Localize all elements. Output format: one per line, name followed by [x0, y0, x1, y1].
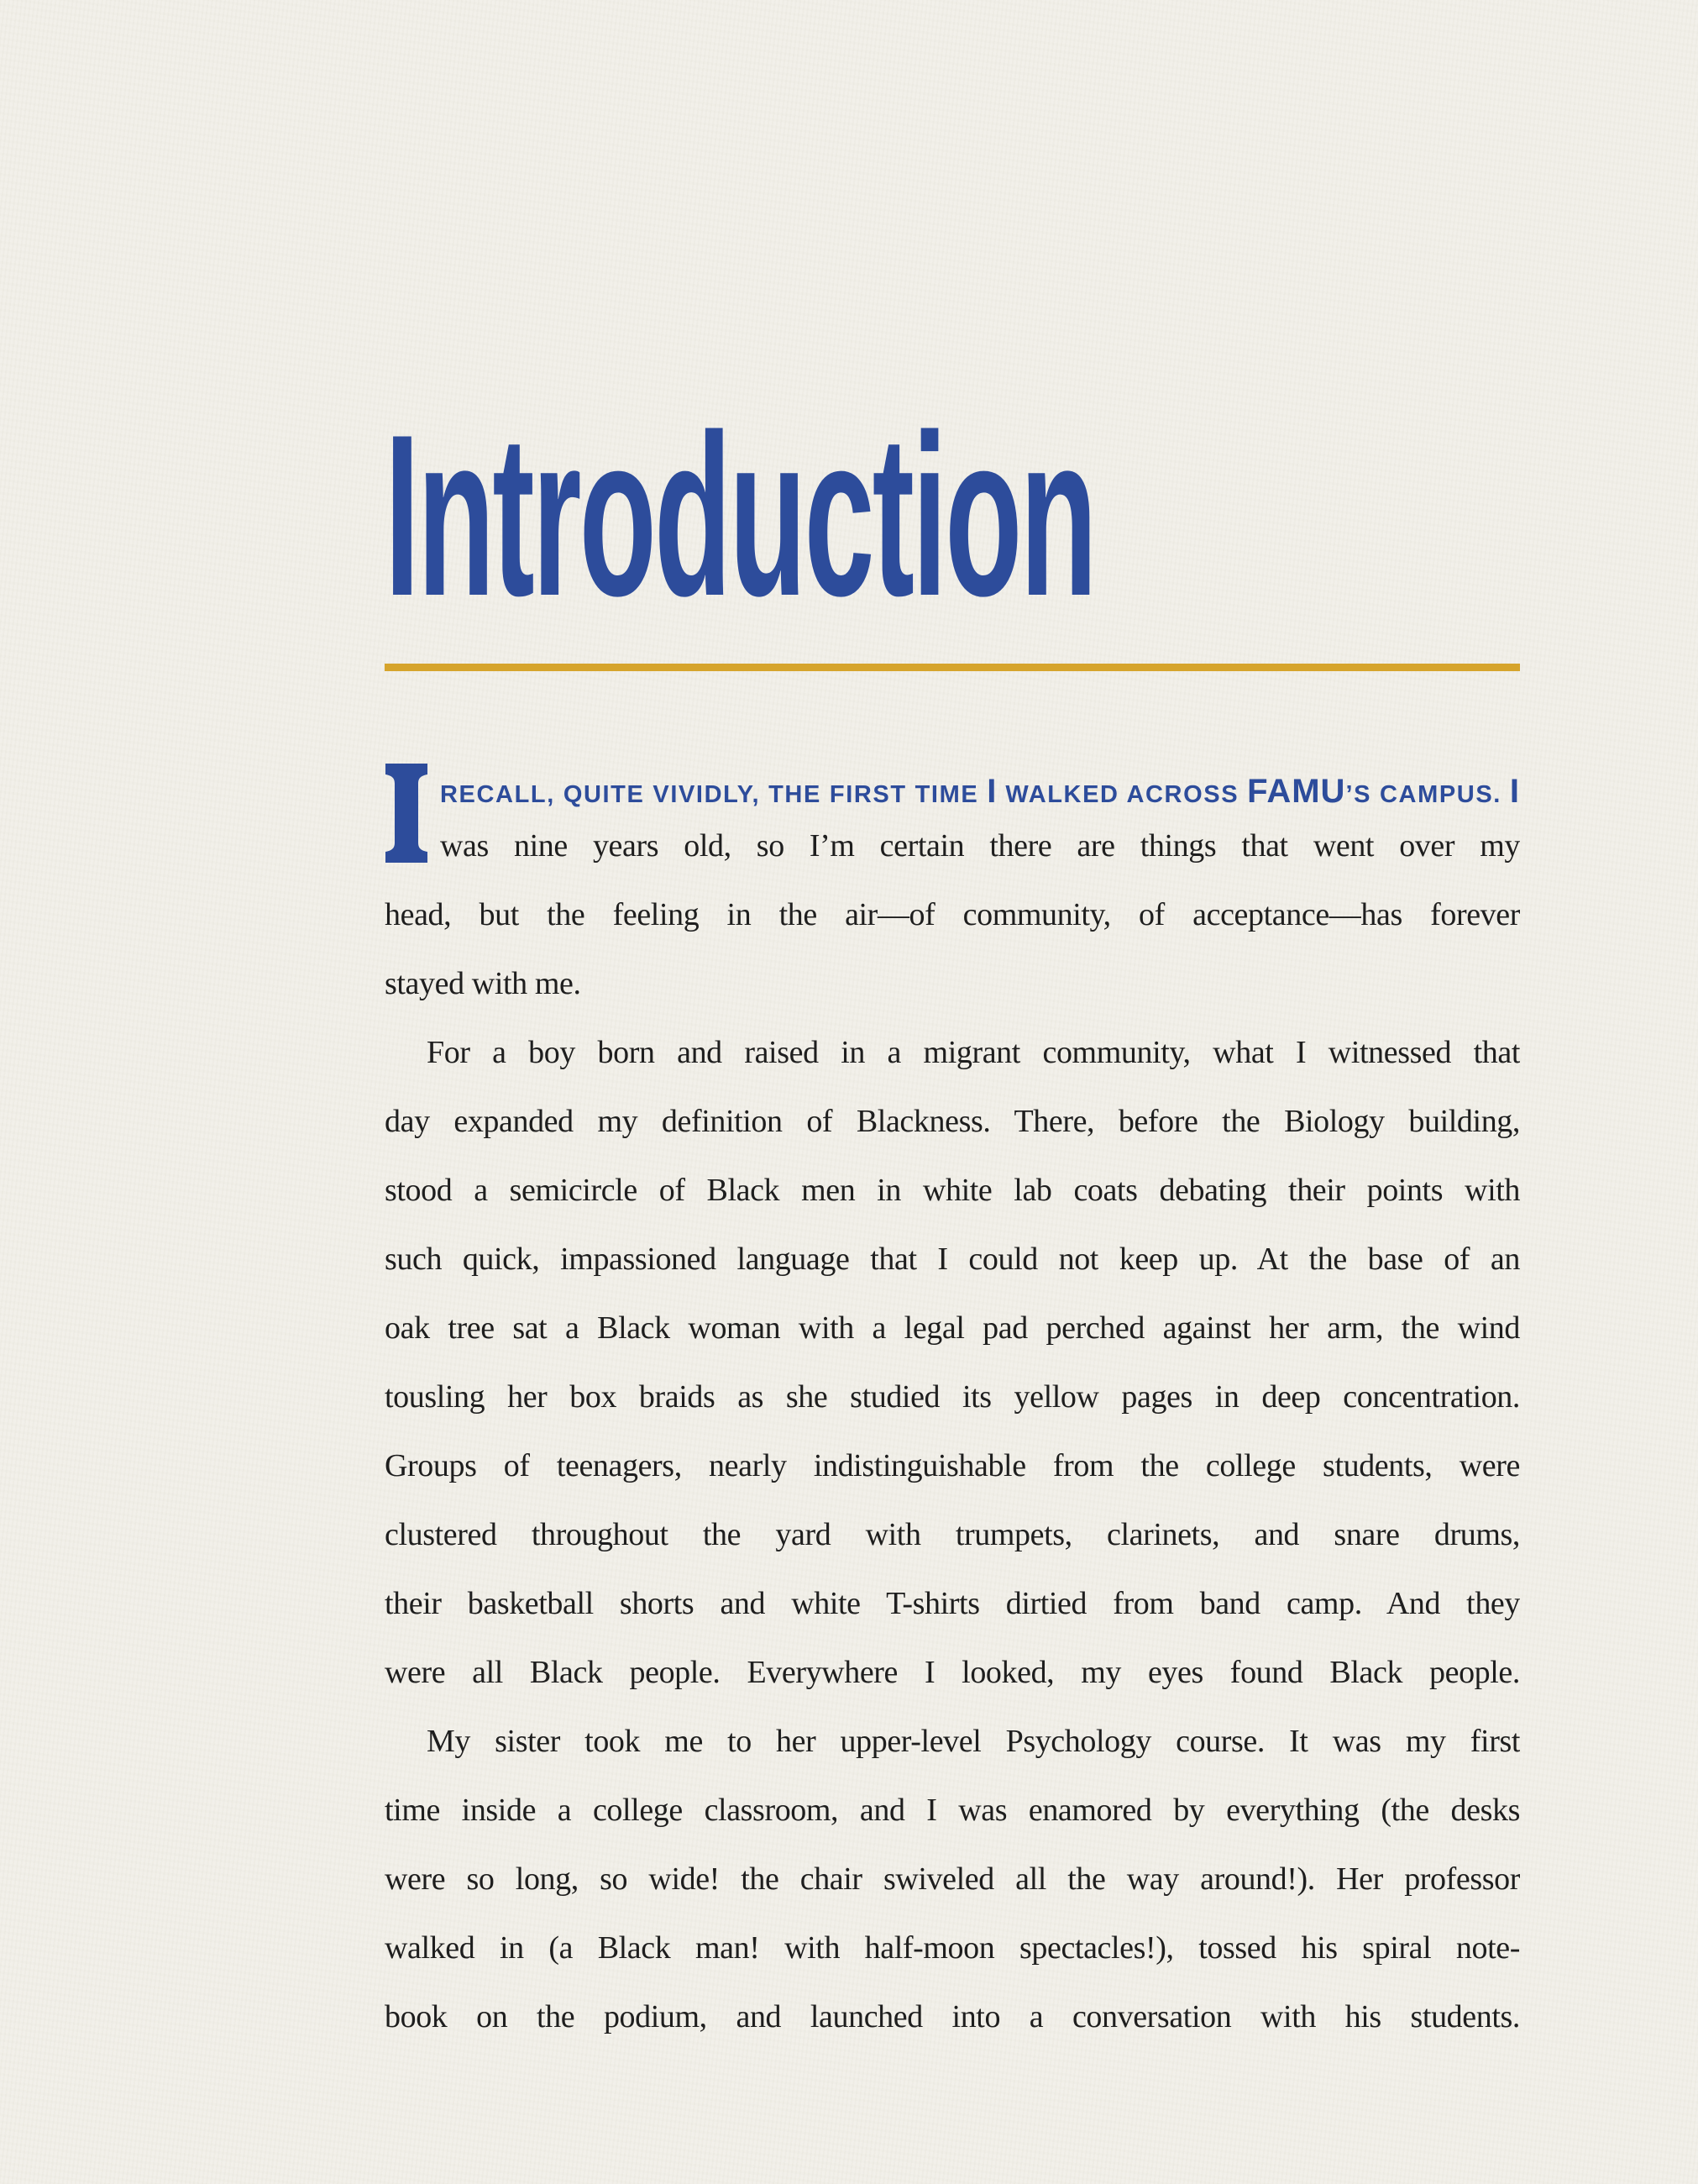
body-line: Groups of teenagers, nearly indistinguishable from the college students, were — [385, 1448, 1520, 1483]
body-line: book on the podium, and launched into a conversation with his students. — [385, 1999, 1520, 2034]
body-line: was nine years old, so I’m certain there are things that went over my — [440, 828, 1520, 864]
body-line: For a boy born and raised in a migrant community, what I witnessed that — [427, 1035, 1520, 1070]
opening-line-segment: I — [987, 773, 998, 810]
opening-line-segment: WALKED ACROSS — [997, 781, 1248, 808]
body-line: stayed with me. — [385, 966, 581, 1001]
opening-line-segment: ’S — [1345, 781, 1372, 808]
opening-line-segment: FAMU — [1247, 773, 1346, 810]
opening-line-segment: CAMPUS. — [1371, 781, 1510, 808]
body-line: My sister took me to her upper-level Psychology course. It was my first — [427, 1724, 1520, 1759]
body-line: were so long, so wide! the chair swiveled all the way around!). Her professor — [385, 1861, 1520, 1897]
body-line: time inside a college classroom, and I was enamored by everything (the desks — [385, 1793, 1520, 1828]
body-line: such quick, impassioned language that I could not keep up. At the base of an — [385, 1242, 1520, 1277]
body-line: tousling her box braids as she studied its yellow pages in deep concentration. — [385, 1379, 1520, 1415]
body-line: their basketball shorts and white T-shirts dirtied from band camp. And they — [385, 1586, 1520, 1621]
opening-line-segment: I — [1509, 773, 1520, 810]
opening-line-segment: RECALL, QUITE VIVIDLY, THE FIRST TIME — [440, 781, 988, 808]
body-line: head, but the feeling in the air—of community, of acceptance—has forever — [385, 897, 1520, 932]
chapter-title: Introduction — [385, 387, 1095, 644]
body-text — [385, 811, 1520, 2051]
body-line: oak tree sat a Black woman with a legal pad perched against her arm, the wind — [385, 1310, 1520, 1346]
body-line: day expanded my definition of Blackness. There, before the Biology building, — [385, 1104, 1520, 1139]
body-line: were all Black people. Everywhere I looked, my eyes found Black people. — [385, 1655, 1520, 1690]
body-line: clustered throughout the yard with trumpets, clarinets, and snare drums, — [385, 1517, 1520, 1552]
body-line: walked in (a Black man! with half-moon spectacles!), tossed his spiral note- — [385, 1930, 1520, 1966]
title-underline — [385, 664, 1520, 671]
body-line: stood a semicircle of Black men in white lab coats debating their points with — [385, 1173, 1520, 1208]
